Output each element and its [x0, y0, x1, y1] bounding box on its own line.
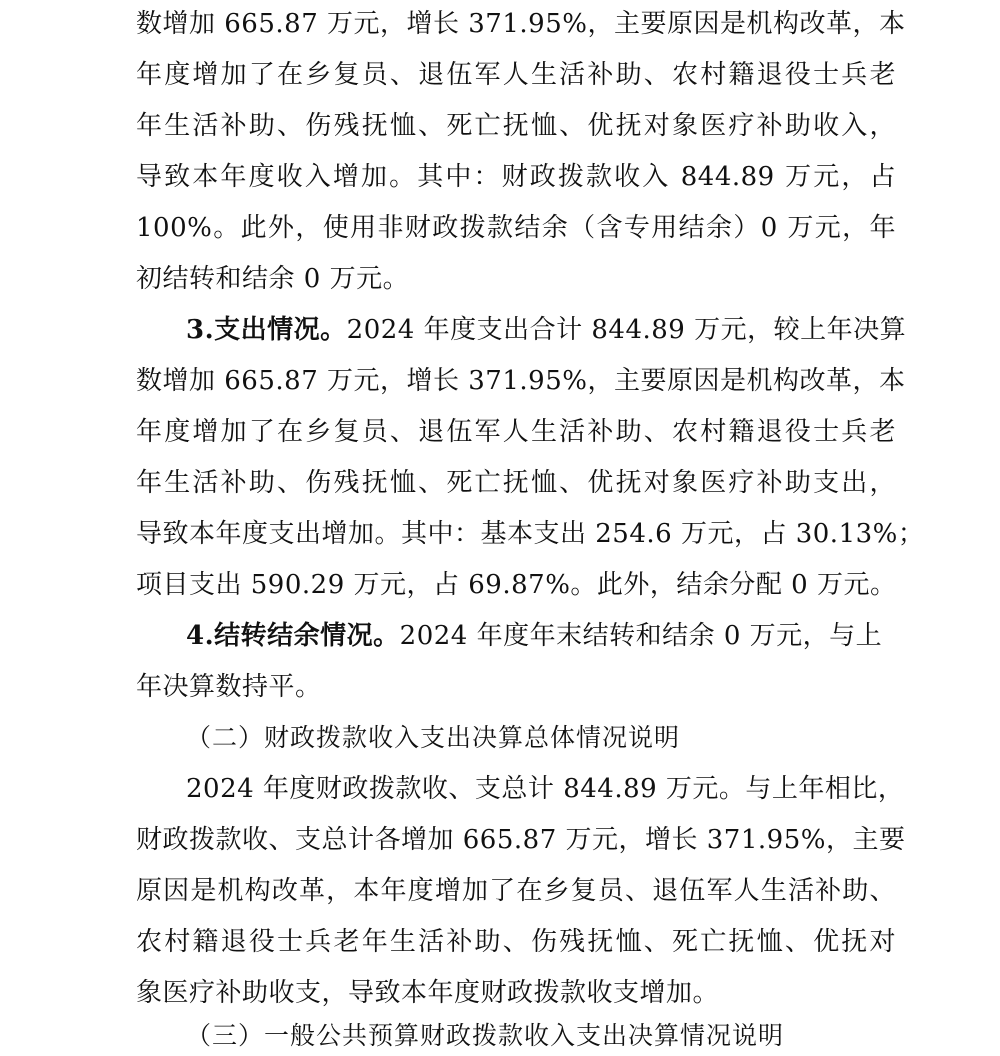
text-line: 2024 年度财政拨款收、支总计 844.89 万元。与上年相比，: [186, 774, 905, 804]
text-line: 农村籍退役士兵老年生活补助、伤残抚恤、死亡抚恤、优抚对: [136, 927, 896, 957]
text-line: 年生活补助、伤残抚恤、死亡抚恤、优抚对象医疗补助收入，: [136, 111, 896, 141]
text-line: 年生活补助、伤残抚恤、死亡抚恤、优抚对象医疗补助支出，: [136, 468, 896, 498]
section-heading-3: （三）一般公共预算财政拨款收入支出决算情况说明: [186, 1021, 785, 1050]
section-3-label: 3.支出情况。: [186, 315, 347, 345]
text-line: 100%。此外，使用非财政拨款结余（含专用结余）0 万元，年: [136, 213, 896, 243]
text-line: 原因是机构改革，本年度增加了在乡复员、退伍军人生活补助、: [136, 876, 896, 906]
text-line: 财政拨款收、支总计各增加 665.87 万元，增长 371.95%，主要: [136, 825, 906, 855]
text-line: 年决算数持平。: [136, 672, 322, 702]
section-4-text: 2024 年度年末结转和结余 0 万元，与上: [399, 621, 883, 651]
text-line: 象医疗补助收支，导致本年度财政拨款收支增加。: [136, 978, 720, 1008]
section-3-text: 2024 年度支出合计 844.89 万元，较上年决算: [346, 315, 907, 345]
section-4-first-line: [186, 616, 896, 656]
text-line: 数增加 665.87 万元，增长 371.95%，主要原因是机构改革，本: [136, 9, 906, 39]
text-line: 年度增加了在乡复员、退伍军人生活补助、农村籍退役士兵老: [136, 60, 896, 90]
text-line: 导致本年度支出增加。其中：基本支出 254.6 万元，占 30.13%；: [136, 519, 925, 549]
text-line: 初结转和结余 0 万元。: [136, 264, 410, 294]
section-4-label: 4.结转结余情况。: [186, 621, 400, 651]
text-line: 项目支出 590.29 万元，占 69.87%。此外，结余分配 0 万元。: [136, 570, 897, 600]
section-heading-2: （二）财政拨款收入支出决算总体情况说明: [186, 723, 681, 752]
text-line: 导致本年度收入增加。其中：财政拨款收入 844.89 万元，占: [136, 162, 896, 192]
text-line: 数增加 665.87 万元，增长 371.95%，主要原因是机构改革，本: [136, 366, 906, 396]
text-line: 年度增加了在乡复员、退伍军人生活补助、农村籍退役士兵老: [136, 417, 896, 447]
section-3-first-line: [186, 310, 907, 350]
